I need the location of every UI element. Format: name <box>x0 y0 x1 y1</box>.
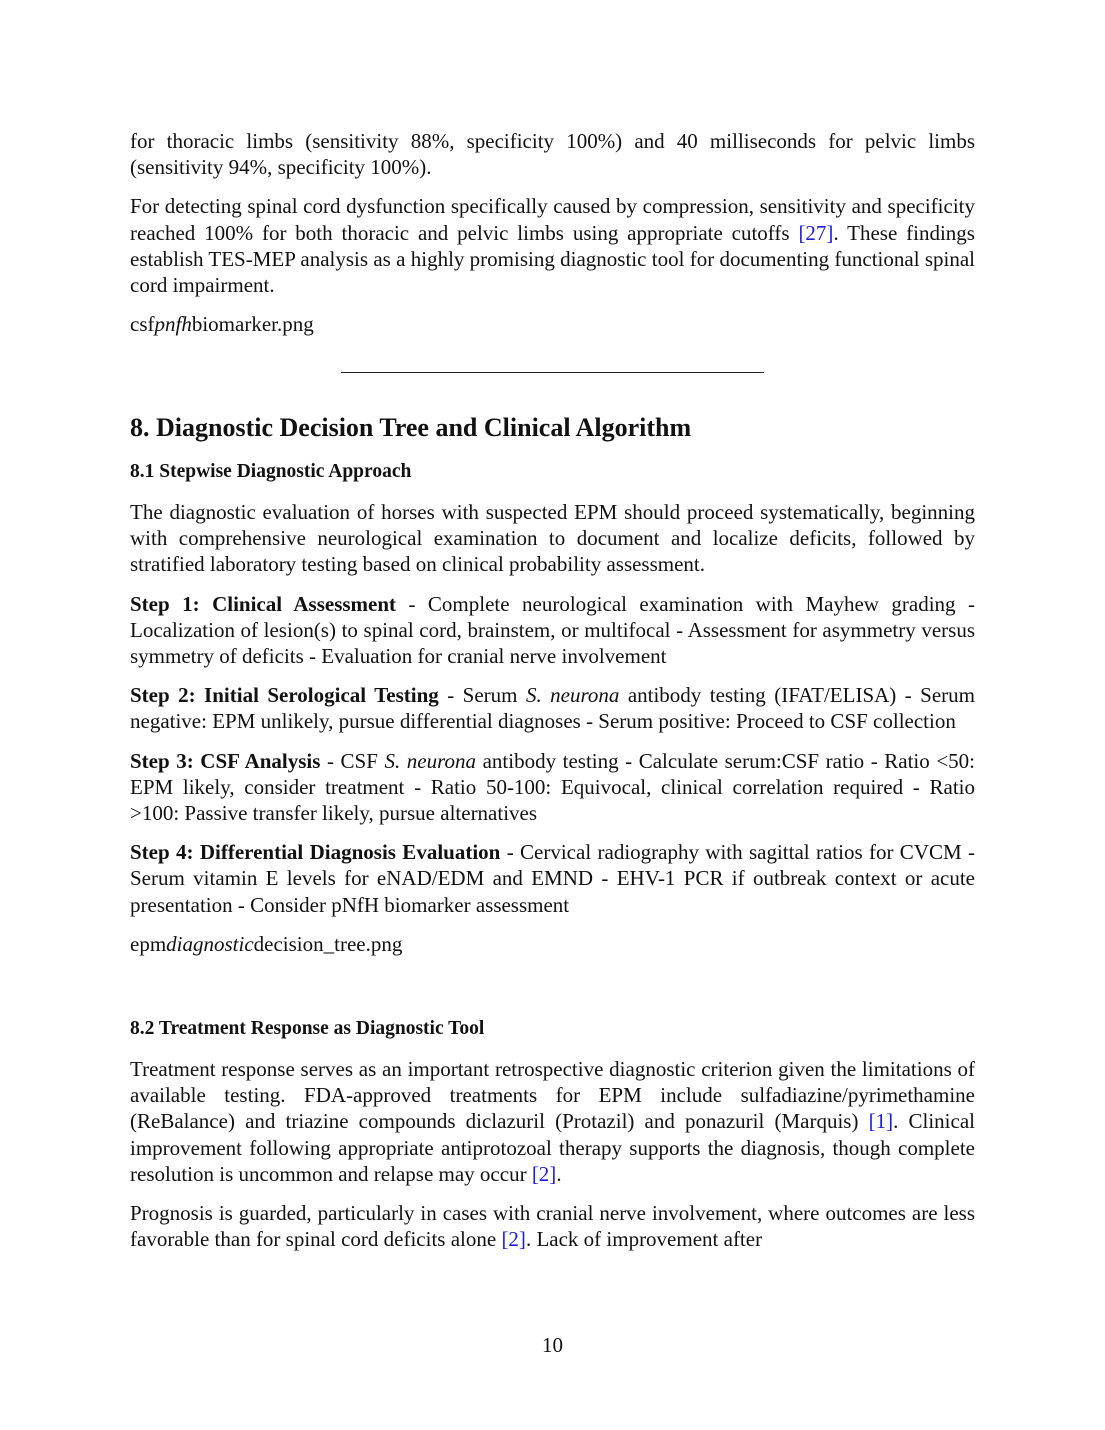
text-run: csf <box>130 312 155 337</box>
section-heading: 8. Diagnostic Decision Tree and Clinical Algorithm <box>130 413 692 442</box>
paragraph <box>130 1056 975 1187</box>
paragraph <box>130 499 975 578</box>
subsection-heading-8-2: 8.2 Treatment Response as Diagnostic Tool <box>130 1018 485 1039</box>
paragraph <box>130 1200 975 1252</box>
text-run: For detecting spinal cord dysfunction specifically caused by compression, sensitivity and specificity reached 100% for both thoracic and pelvic limbs using appropriate cutoffs <box>130 194 975 245</box>
paragraph <box>130 839 975 918</box>
text-run: - Serum <box>438 683 526 708</box>
paragraph <box>130 682 975 734</box>
text-run: antibody testing - Calculate serum:CSF ratio - Ratio <50: EPM likely, consider treatment - Ratio 50-100: Equivocal, clinical correlation required - Ratio >100: Passive transfer likely, pursue alternatives <box>130 748 975 826</box>
subsection-8-2-body <box>130 1056 975 1252</box>
text-run: decision_tree.png <box>253 931 403 956</box>
step-label: Step 4: Differential Diagnosis Evaluation <box>130 840 501 865</box>
text-run: Treatment response serves as an important retrospective diagnostic criterion given the limitations of available testing. FDA-approved treatments for EPM include sulfadiazine/pyrimethamine (ReBalance) and triazine compounds diclazuril (Protazil) and ponazuril (Marquis) <box>130 1057 975 1134</box>
paragraph <box>130 128 975 180</box>
text-run: - Complete neurological examination with Mayhew grading - Localization of lesion(s) to spinal cord, brainstem, or multifocal - Assessment for asymmetry versus symmetry of deficits - Evaluation for cranial nerve involvement <box>130 591 975 669</box>
text-run: epm <box>130 931 167 956</box>
text-run: . <box>556 1161 562 1186</box>
page-number: 10 <box>542 1333 563 1357</box>
italic-text: diagnostic <box>166 931 254 956</box>
subsection-heading-8-1: 8.1 Stepwise Diagnostic Approach <box>130 461 412 482</box>
italic-text: pnfh <box>154 312 192 337</box>
paragraph <box>130 193 975 298</box>
paragraph <box>130 311 975 337</box>
subsection-8-1 <box>130 459 975 957</box>
text-run: The diagnostic evaluation of horses with suspected EPM should proceed systematically, beginning with comprehensive neurological examination to document and localize deficits, followed by stratified laboratory testing based on clinical probability assessment. <box>130 500 975 577</box>
text-run: for thoracic limbs (sensitivity 88%, specificity 100%) and 40 milliseconds for pelvic limbs (sensitivity 94%, specificity 100%). <box>130 129 975 180</box>
text-run: . Clinical improvement following appropriate antiprotozoal therapy supports the diagnosis, though complete resolution is uncommon and relapse may occur <box>130 1109 975 1186</box>
section-divider <box>341 372 764 373</box>
paragraph <box>130 931 975 957</box>
text-run: - CSF <box>320 748 385 773</box>
citation-link[interactable]: [1] <box>868 1109 894 1134</box>
step-label: Step 2: Initial Serological Testing <box>130 683 439 708</box>
citation-link[interactable]: [2] <box>531 1161 557 1186</box>
top-continuation <box>130 128 975 337</box>
subsection-8-2 <box>130 1016 975 1252</box>
text-run: Prognosis is guarded, particularly in cases with cranial nerve involvement, where outcomes are less favorable than for spinal cord deficits alone <box>130 1201 975 1252</box>
text-run: biomarker.png <box>191 312 314 337</box>
citation-link[interactable]: [27] <box>798 220 834 245</box>
text-run: . Lack of improvement after <box>525 1227 763 1252</box>
paragraph <box>130 591 975 670</box>
subsection-8-1-body <box>130 499 975 957</box>
paragraph <box>130 748 975 827</box>
step-label: Step 1: Clinical Assessment <box>130 591 397 616</box>
step-label: Step 3: CSF Analysis <box>130 748 321 773</box>
text-run: . These findings establish TES-MEP analysis as a highly promising diagnostic tool for documenting functional spinal cord impairment. <box>130 220 975 298</box>
italic-text: S. neurona <box>525 683 620 708</box>
text-run: - Cervical radiography with sagittal ratios for CVCM - Serum vitamin E levels for eNAD/EDM and EMND - EHV-1 PCR if outbreak context or acute presentation - Consider pNfH biomarker assessment <box>130 840 975 917</box>
text-run: antibody testing (IFAT/ELISA) - Serum negative: EPM unlikely, pursue differential diagnoses - Serum positive: Proceed to CSF collection <box>130 683 976 734</box>
italic-text: S. neurona <box>384 748 477 773</box>
citation-link[interactable]: [2] <box>501 1227 526 1252</box>
